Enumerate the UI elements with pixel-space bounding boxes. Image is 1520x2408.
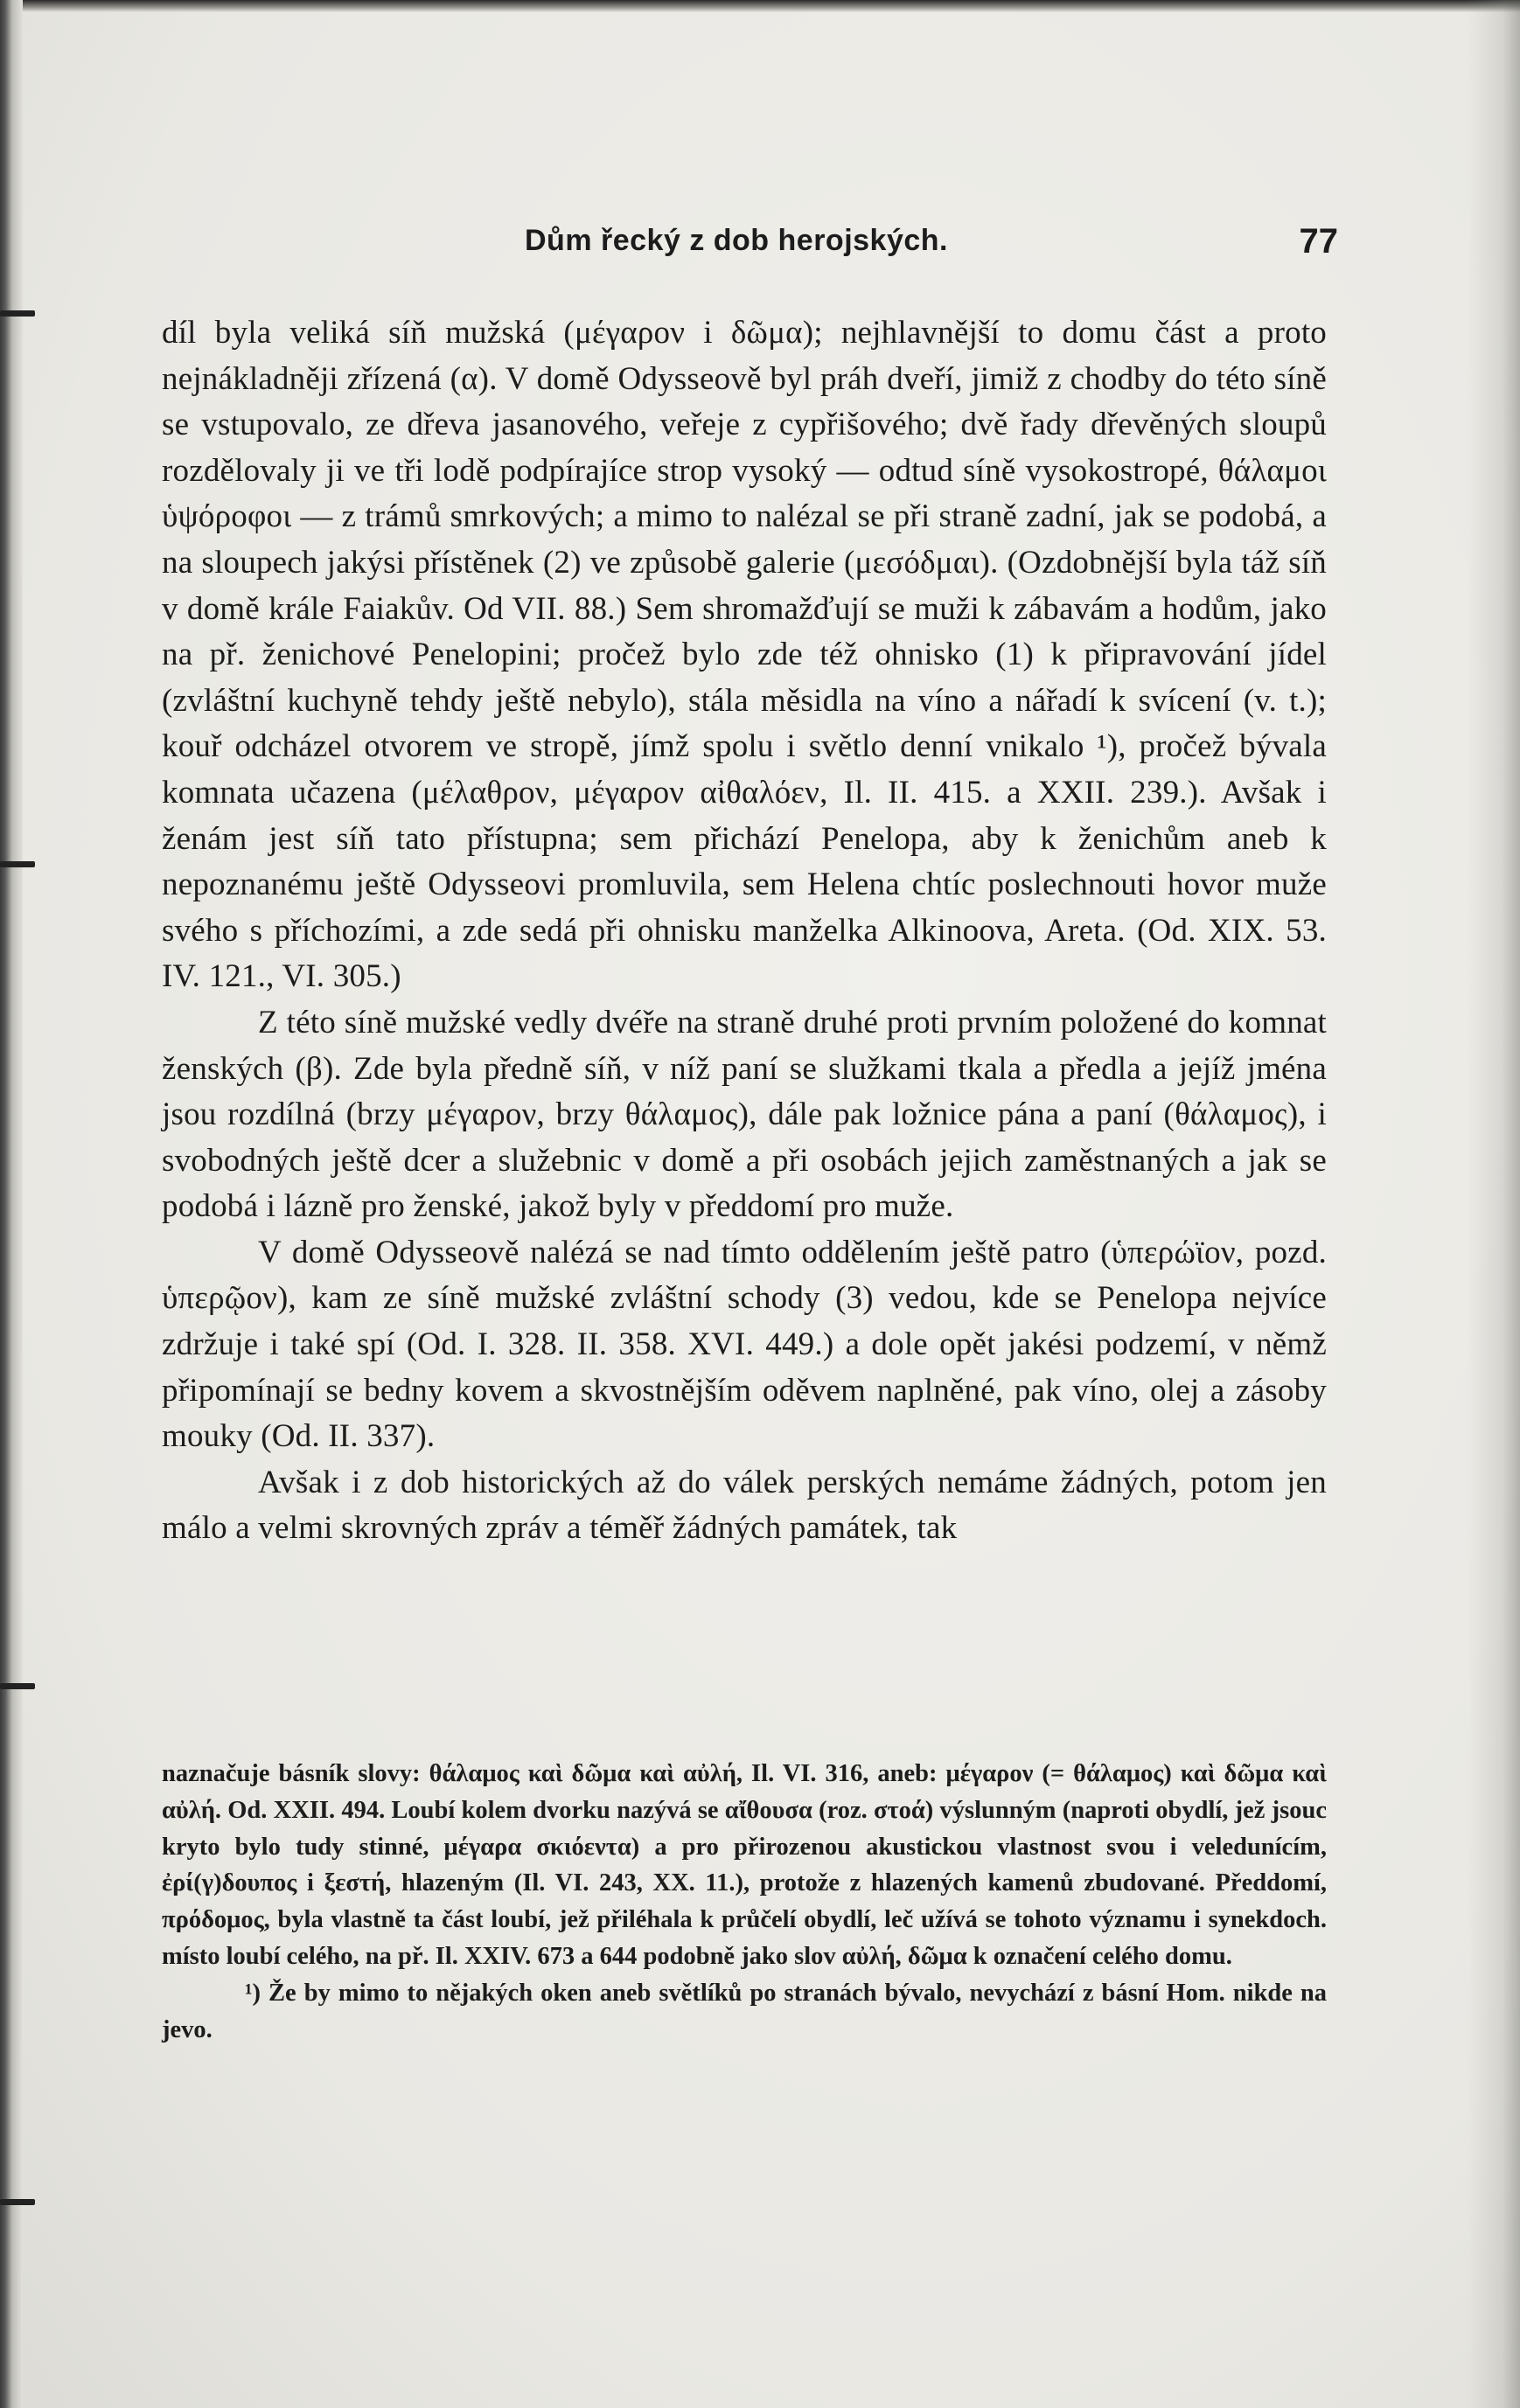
book-spine-shadow bbox=[0, 0, 23, 2408]
footnote: naznačuje básník slovy: θάλαμος καὶ δῶμα καὶ αὐλή, Il. VI. 316, aneb: μέγαρον (= θάλαμος) καὶ δῶμα καὶ αὐλή. Od. XXII. 494. Loubí kolem dvorku nazývá se αἴθουσα (roz. στοά) výslunným (naproti obydlí, jež jsouc kryto bylo tudy stinné, μέγαρα σκιόεντα) a pro přirozenou akustickou vlastnost svou i veledunícím, ἐρί(γ)δουπος i ξεστή, hlazeným (Il. VI. 243, XX. 11.), protože z hlazených kamenů zbudované. Předdomí, πρόδομος, byla vlastně ta část loubí, jež přiléhala k průčelí obydlí, leč užívá se tohoto významu i synekdoch. místo loubí celého, na př. Il. XXIV. 673 a 644 podobně jako slov αὐλή, δῶμα k označení celého domu. bbox=[162, 1760, 1327, 1970]
page-header bbox=[166, 219, 1338, 271]
page-number: 77 bbox=[1299, 222, 1338, 261]
footnote: ¹) Že by mimo to nějakých oken aneb světlíků po stranách bývalo, nevychází z básní Hom. nikde na jevo. bbox=[162, 1979, 1327, 2043]
page-right-edge bbox=[1468, 0, 1520, 2408]
binding-mark bbox=[0, 1683, 35, 1689]
paragraph: díl byla veliká síň mužská (μέγαρον i δῶμα); nejhlavnější to domu část a proto nejnákladněji zřízená (α). V domě Odysseově byl práh dveří, jimiž z chodby do této síně se vstupovalo, ze dřeva jasanového, veřeje z cypřišového; dvě řady dřevěných sloupů rozdělovaly ji ve tři lodě podpírajíce strop vysoký — odtud síně vysokostropé, θάλαμοι ὑψόροφοι — z trámů smrkových; a mimo to nalézal se při straně zadní, jak se podobá, a na sloupech jakýsi přístěnek (2) ve způsobě galerie (μεσόδμαι). (Ozdobnější byla táž síň v domě krále Faiakův. Od VII. 88.) Sem shromažďují se muži k zábavám a hodům, jako na př. ženichové Penelopini; pročež bylo zde též ohnisko (1) k připravování jídel (zvláštní kuchyně tehdy ještě nebylo), stála měsidla na víno a nářadí k svícení (v. t.); kouř odcházel otvorem ve stropě, jímž spolu i světlo denní vnikalo ¹), pročež bývala komnata učazena (μέλαθρον, μέγαρον αἰθαλόεν, Il. II. 415. a XXII. 239.). Avšak i ženám jest síň tato přístupna; sem přichází Penelopa, aby k ženichům aneb k nepoznanému ještě Odysseovi promluvila, sem Helena chtíc poslechnouti hovor muže svého s příchozími, a zde sedá při ohnisku manželka Alkinoova, Areta. (Od. XIX. 53. IV. 121., VI. 305.) bbox=[162, 315, 1327, 995]
running-head: Dům řecký z dob herojských. bbox=[525, 224, 948, 257]
paragraph: Avšak i z dob historických až do válek perských nemáme žádných, potom jen málo a velmi skrovných zpráv a téměř žádných památek, tak bbox=[162, 1464, 1327, 1547]
binding-mark bbox=[0, 2199, 35, 2205]
paragraph: Z této síně mužské vedly dvéře na straně druhé proti prvním položené do komnat ženských (β). Zde byla předně síň, v níž paní se služkami tkala a předla a jejíž jména jsou rozdílná (brzy μέγαρον, brzy θάλαμος), dále pak ložnice pána a paní (θάλαμος), i svobodných ještě dcer a služebnic v domě a při osobách jejich zaměstnaných a jak se podobá i lázně pro ženské, jakož byly v předdomí pro muže. bbox=[162, 1004, 1327, 1225]
main-text bbox=[162, 310, 1327, 1552]
page-top-edge bbox=[0, 0, 1520, 12]
binding-mark bbox=[0, 861, 35, 867]
paragraph: V domě Odysseově nalézá se nad tímto oddělením ještě patro (ὑπερώϊον, pozd. ὑπερῷον), kam ze síně mužské zvláštní schody (3) vedou, kde se Penelopa nejvíce zdržuje i také spí (Od. I. 328. II. 358. XVI. 449.) a dole opět jakési podzemí, v němž připomínají se bedny kovem a skvostnějším oděvem naplněné, pak víno, olej a zásoby mouky (Od. II. 337). bbox=[162, 1234, 1327, 1455]
footnotes bbox=[162, 1756, 1327, 2048]
binding-mark bbox=[0, 310, 35, 317]
